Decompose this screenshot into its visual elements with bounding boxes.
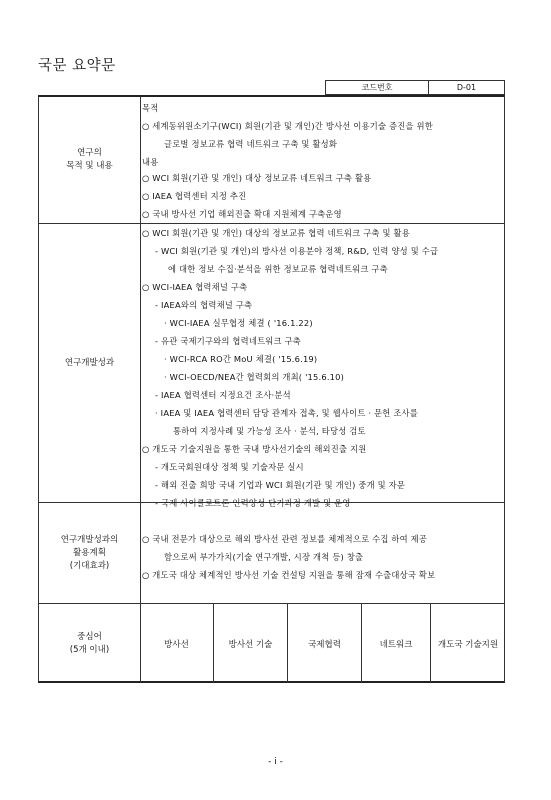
keywords-label	[39, 604, 141, 683]
results-line: ○ WCI-IAEA 협력채널 구축	[142, 282, 248, 292]
results-line: - 유관 국제기구와의 협력네트워크 구축	[155, 336, 301, 346]
keywords-row	[39, 604, 504, 683]
keyword-cell: 네트워크	[362, 604, 431, 683]
page-title: 국문 요약문	[38, 58, 116, 74]
results-line: 에 대한 정보 수집·분석을 위한 정보교류 협력네트워크 구축	[168, 264, 388, 274]
results-line: - IAEA 협력센터 지정요건 조사·분석	[155, 390, 291, 400]
content-line: ○ 국내 방사선 기업 해외진출 확대 지원체계 구축운영	[142, 209, 342, 219]
keywords-content	[140, 604, 504, 683]
keyword-cell: 개도국 기술지원	[437, 639, 499, 650]
results-line: ○ WCI 회원(기관 및 개인) 대상의 정보교류 협력 네트워크 구축 및 활용	[142, 228, 410, 238]
keyword-cell: 국제협력	[288, 604, 362, 683]
utilization-content	[140, 503, 504, 603]
results-line: · WCI-RCA RO간 MoU 체결( '15.6.19)	[164, 354, 318, 364]
utilization-label	[39, 503, 141, 603]
content-line: ○ IAEA 협력센터 지정 추진	[142, 191, 247, 201]
content-line: ○ WCI 회원(기관 및 개인) 대상 정보교류 네트워크 구축 활용	[142, 173, 372, 183]
results-line: - 해외 진출 희망 국내 기업과 WCI 회원(기관 및 개인) 중개 및 자문	[155, 480, 406, 490]
results-line: 통하여 지정사례 및 가능성 조사 · 분석, 타당성 검토	[173, 426, 366, 436]
utilization-line: ○ 국내 전문가 대상으로 해외 방사선 관련 정보를 체계적으로 수집 하여 제공	[142, 534, 428, 544]
results-label-text: 연구개발성과	[64, 357, 115, 368]
utilization-label-line: 활용계획	[73, 547, 106, 558]
results-row	[39, 224, 504, 508]
purpose-line: 글로벌 정보교류 협력 네트워크 구축 및 활성화	[164, 139, 338, 149]
results-line: - WCI 회원(기관 및 개인)의 방사선 이용분야 정책, R&D, 인력 양성 및 수급	[155, 246, 439, 256]
purpose-label	[39, 97, 141, 223]
results-line: · WCI-IAEA 실무협정 체결 ( '16.1.22)	[164, 318, 313, 328]
results-line: - 개도국회원대상 정책 및 기술자문 실시	[155, 462, 304, 472]
keyword-cell: 방사선 기술	[214, 604, 288, 683]
keyword-cell: 방사선	[140, 604, 214, 683]
results-line: - 국제 사이클로트론 인력양성 단기과정 개발 및 운영	[155, 498, 351, 508]
utilization-row	[39, 503, 504, 604]
code-number-label: 코드번호	[326, 81, 429, 94]
results-content	[140, 224, 504, 508]
code-number-table	[325, 80, 505, 95]
summary-table	[38, 95, 505, 683]
purpose-line: ○ 세계동위원소기구(WCI) 회원(기관 및 개인)간 방사선 이용기술 증진을 위한	[142, 121, 433, 131]
results-label	[39, 224, 141, 502]
utilization-line: ○ 개도국 대상 체계적인 방사선 기술 컨설팅 지원을 통해 잠재 수출대상국 확보	[142, 570, 436, 580]
utilization-label-line: (기대효과)	[69, 560, 110, 571]
purpose-row	[39, 97, 504, 224]
purpose-heading: 목적	[142, 103, 159, 113]
results-line: · IAEA 및 IAEA 협력센터 담당 관계자 접촉, 및 웹사이트 · 문헌 조사를	[155, 408, 418, 418]
purpose-label-line: 연구의	[77, 148, 102, 158]
utilization-label-line: 연구개발성과의	[60, 534, 119, 545]
utilization-line: 함으로써 부가가치(기술 연구개발, 시장 개척 등) 창출	[164, 552, 364, 562]
keywords-label-line: (5개 이내)	[69, 644, 110, 655]
keywords-label-line: 중심어	[77, 631, 102, 642]
purpose-label-line: 목적 및 내용	[66, 161, 113, 171]
results-line: - IAEA와의 협력채널 구축	[155, 300, 253, 310]
results-line: · WCI-OECD/NEA간 협력회의 개최( '15.6.10)	[164, 372, 345, 382]
purpose-content	[140, 97, 504, 223]
results-line: ○ 개도국 기술지원을 통한 국내 방사선기술의 해외진출 지원	[142, 444, 367, 454]
content-heading: 내용	[142, 157, 159, 167]
code-number-value: D-01	[456, 83, 477, 92]
page-number: - i -	[268, 757, 283, 767]
